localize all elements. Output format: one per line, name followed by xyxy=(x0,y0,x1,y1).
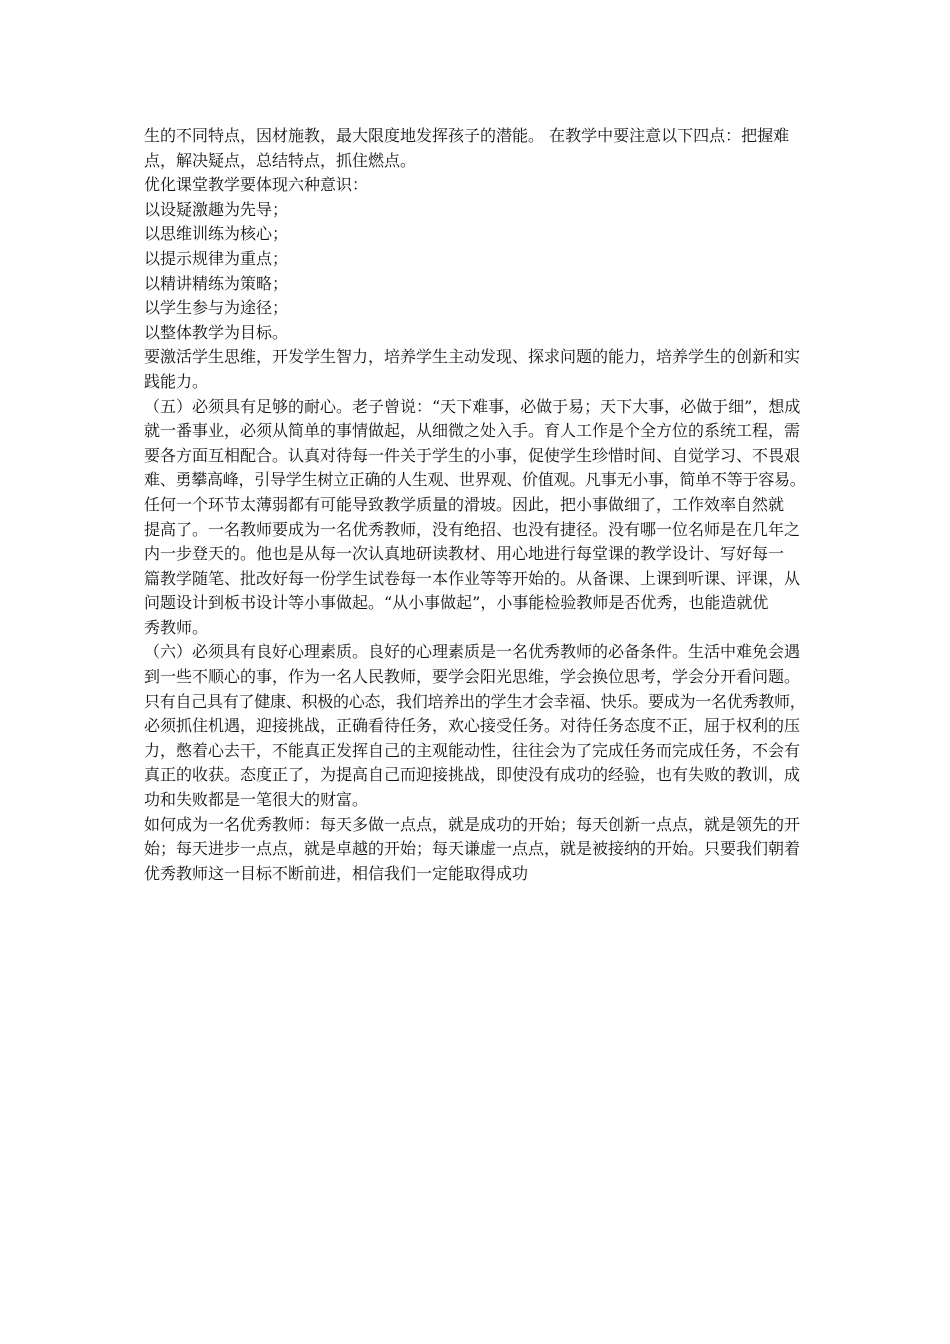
text-line: 难、勇攀高峰，引导学生树立正确的人生观、世界观、价值观。凡事无小事，简单不等于容易。 xyxy=(144,470,806,490)
text-line: 始；每天进步一点点，就是卓越的开始；每天谦虚一点点，就是被接纳的开始。只要我们朝着 xyxy=(144,839,801,859)
text-line: 任何一个环节太薄弱都有可能导致教学质量的滑坡。因此，把小事做细了，工作效率自然就 xyxy=(144,494,785,514)
conclusion-line: 如何成为一名优秀教师：每天多做一点点，就是成功的开始；每天创新一点点，就是领先的开 xyxy=(144,814,801,834)
text-line: 要激活学生思维，开发学生智力，培养学生主动发现、探求问题的能力，培养学生的创新和实 xyxy=(144,347,801,367)
text-line: 秀教师。 xyxy=(144,617,209,637)
section-six-line: （六）必须具有良好心理素质。良好的心理素质是一名优秀教师的必备条件。生活中难免会遇 xyxy=(144,642,801,662)
text-line: 内一步登天的。他也是从每一次认真地研读教材、用心地进行每堂课的教学设计、写好每一 xyxy=(144,544,785,564)
text-line: 生的不同特点，因材施教，最大限度地发挥孩子的潜能。 在教学中要注意以下四点：把握难 xyxy=(144,126,790,145)
text-line: 优秀教师这一目标不断前进，相信我们一定能取得成功 xyxy=(144,863,529,883)
text-line: 真正的收获。态度正了，为提高自己而迎接挑战，即使没有成功的经验，也有失败的教训，成 xyxy=(144,765,801,785)
text-line: 优化课堂教学要体现六种意识： xyxy=(144,175,369,195)
document-body xyxy=(144,124,806,886)
list-item: 以设疑激趣为先导； xyxy=(144,199,289,219)
text-line: 问题设计到板书设计等小事做起。“从小事做起”，小事能检验教师是否优秀，也能造就优 xyxy=(144,593,769,613)
list-item: 以精讲精练为策略； xyxy=(144,273,289,293)
text-line: 就一番事业，必须从简单的事情做起，从细微之处入手。育人工作是个全方位的系统工程，需 xyxy=(144,421,801,441)
list-item: 以整体教学为目标。 xyxy=(144,322,289,342)
text-line: 提高了。一名教师要成为一名优秀教师，没有绝招、也没有捷径。没有哪一位名师是在几年之 xyxy=(144,519,801,539)
text-line: 践能力。 xyxy=(144,371,209,391)
text-line: 只有自己具有了健康、积极的心态，我们培养出的学生才会幸福、快乐。要成为一名优秀教师， xyxy=(144,691,806,711)
text-line: 功和失败都是一笔很大的财富。 xyxy=(144,790,369,810)
text-line: 要各方面互相配合。认真对待每一件关于学生的小事，促使学生珍惜时间、自觉学习、不畏艰 xyxy=(144,445,801,465)
list-item: 以学生参与为途径； xyxy=(144,298,289,318)
section-five-line: （五）必须具有足够的耐心。老子曾说：“天下难事，必做于易；天下大事，必做于细”，想成 xyxy=(144,396,801,416)
text-line: 到一些不顺心的事，作为一名人民教师，要学会阳光思维，学会换位思考，学会分开看问题。 xyxy=(144,667,801,687)
text-line: 必须抓住机遇，迎接挑战，正确看待任务，欢心接受任务。对待任务态度不正，屈于权利的压 xyxy=(144,716,801,736)
list-item: 以提示规律为重点； xyxy=(144,248,289,268)
text-line: 力，憋着心去干，不能真正发挥自己的主观能动性，往往会为了完成任务而完成任务，不会有 xyxy=(144,740,801,760)
text-line: 点，解决疑点，总结特点，抓住燃点。 xyxy=(144,150,417,170)
text-line: 篇教学随笔、批改好每一份学生试卷每一本作业等等开始的。从备课、上课到听课、评课，从 xyxy=(144,568,801,588)
list-item: 以思维训练为核心； xyxy=(144,224,289,244)
